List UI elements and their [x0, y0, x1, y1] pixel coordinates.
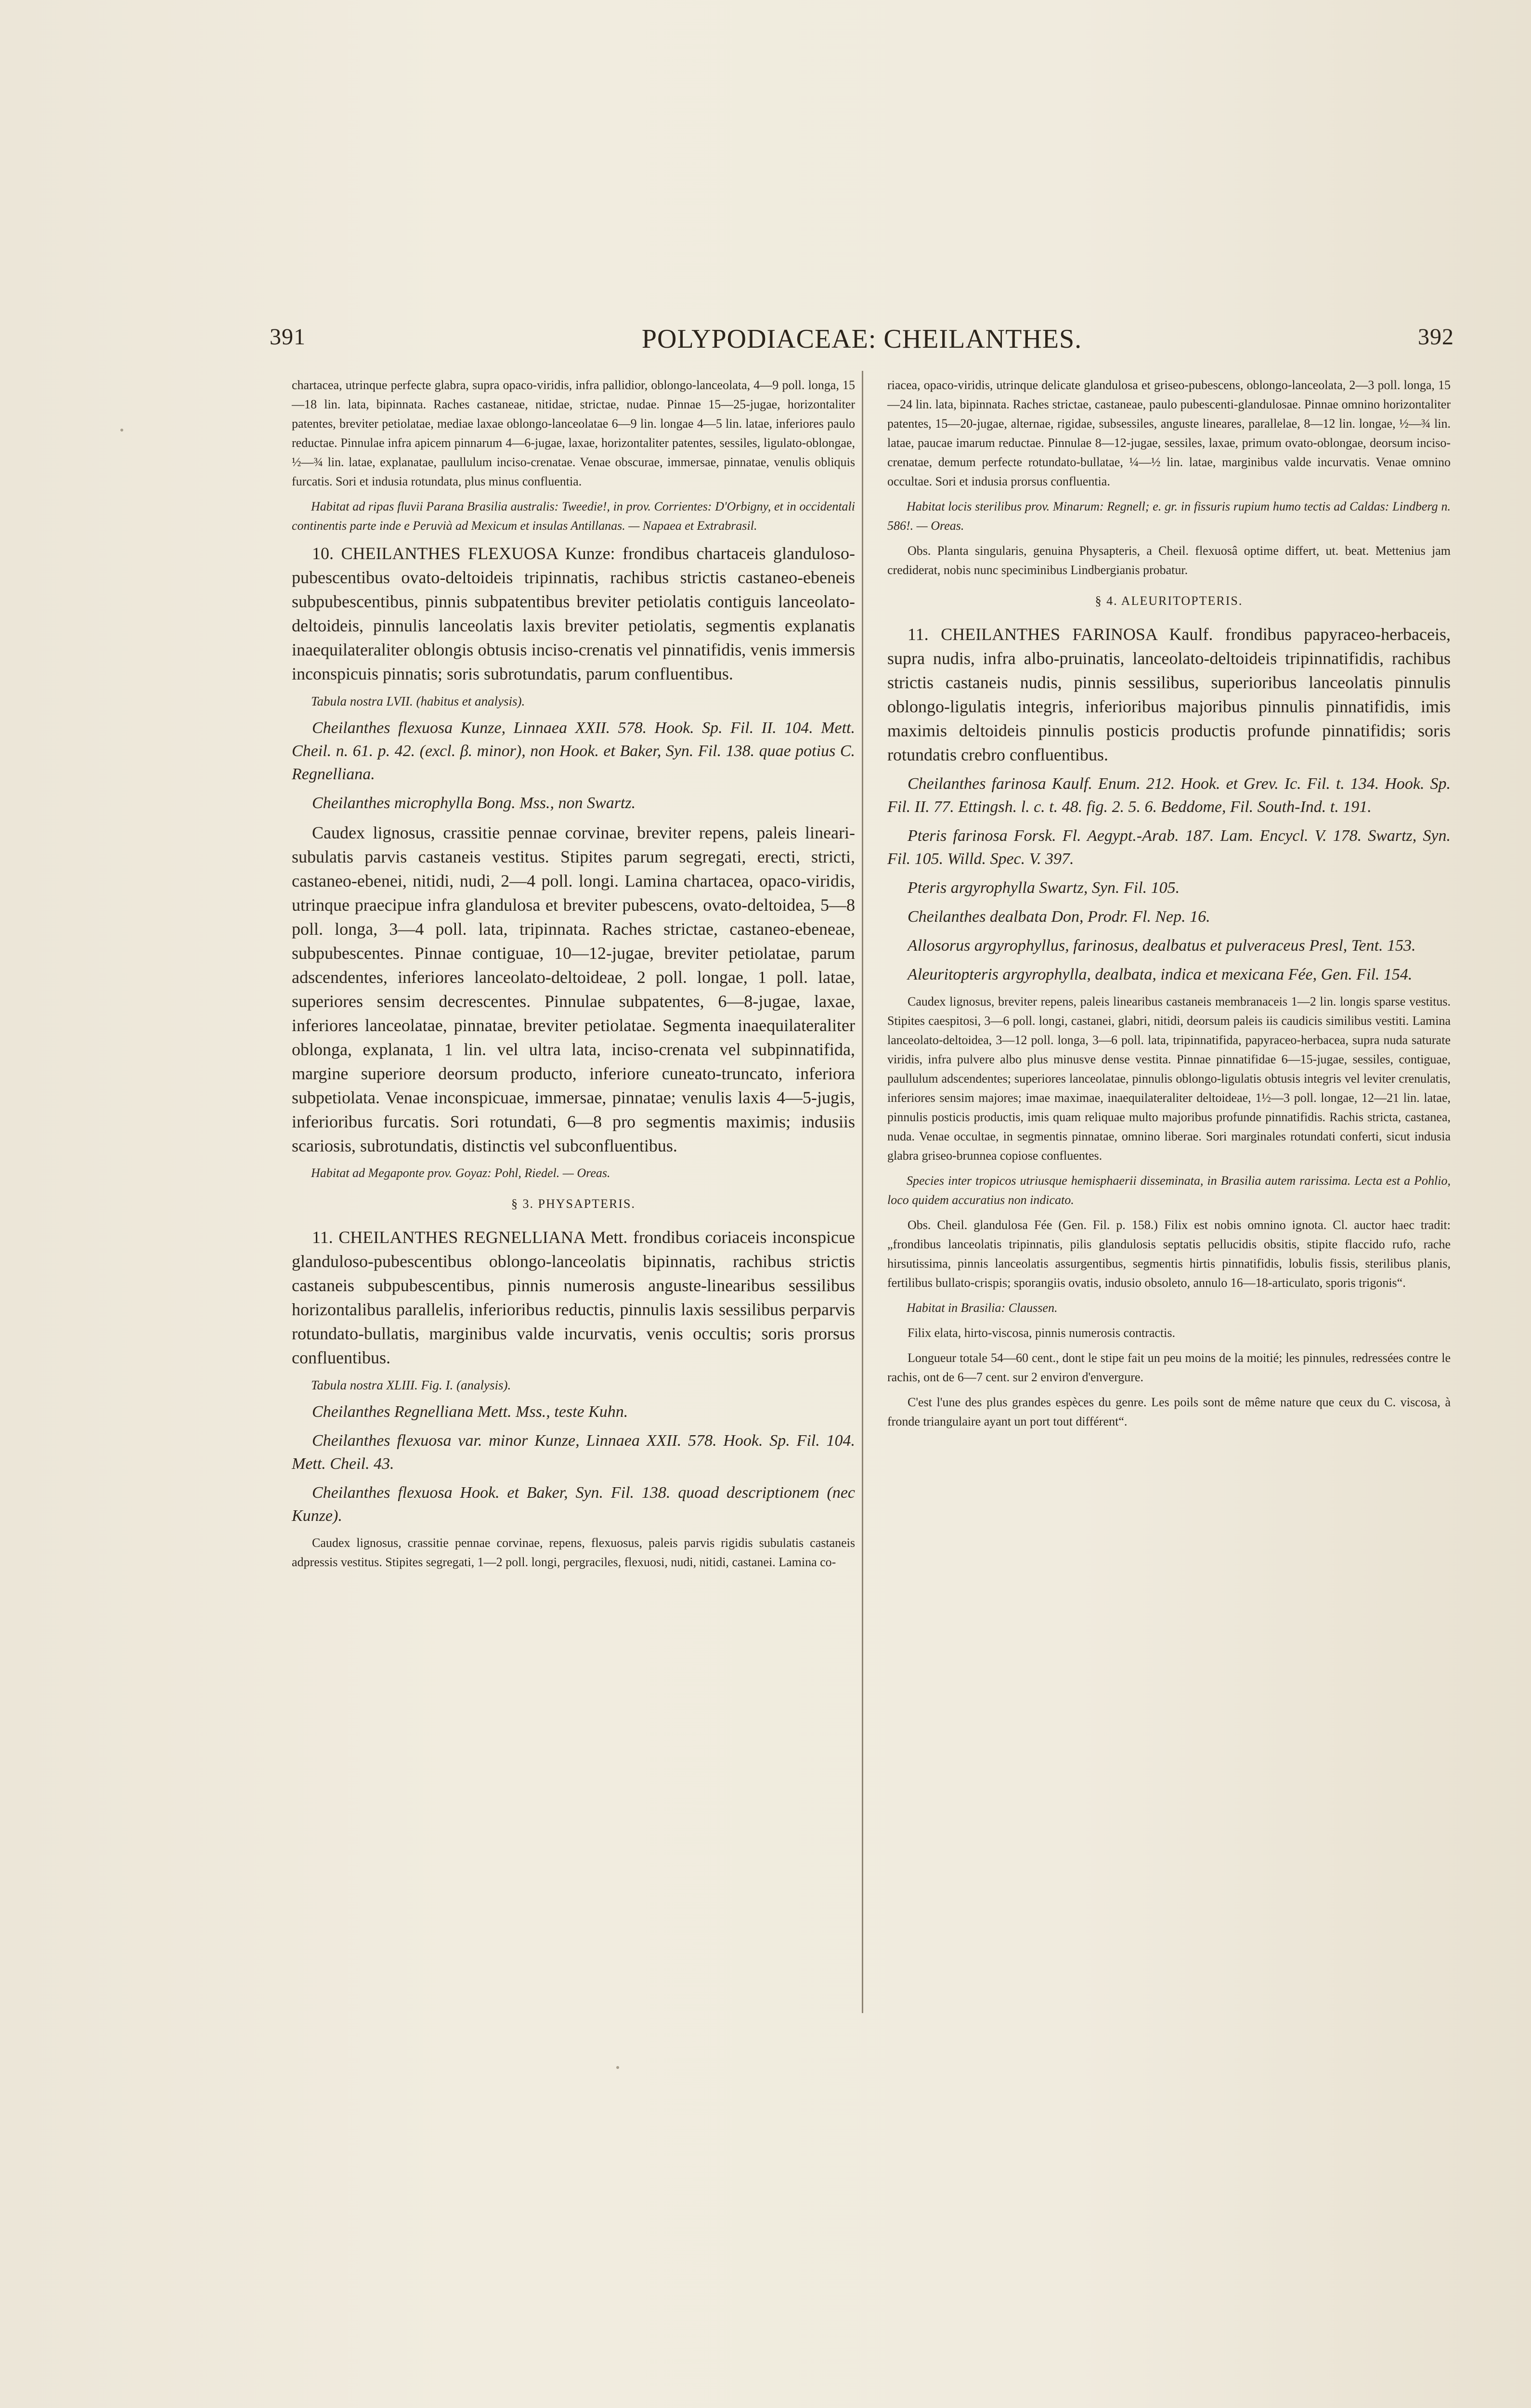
synonymy-entry: Cheilanthes flexuosa Kunze, Linnaea XXII. 578. Hook. Sp. Fil. II. 104. Mett. Cheil. n. 61. p. 42. (excl. β. minor), non Hook. et Baker, Syn. Fil. 138. quae potius C. Regnelliana.	[292, 719, 855, 783]
synonymy-entry: Cheilanthes flexuosa var. minor Kunze, Linnaea XXII. 578. Hook. Sp. Fil. 104. Mett. Cheil. 43.	[292, 1432, 855, 1473]
synonymy-entry: Pteris farinosa Forsk. Fl. Aegypt.-Arab. 187. Lam. Encycl. V. 178. Swartz, Syn. Fil. 105. Willd. Spec. V. 397.	[887, 827, 1451, 868]
section-heading: § 4. ALEURITOPTERIS.	[1095, 594, 1243, 608]
paragraph: Longueur totale 54—60 cent., dont le stipe fait un peu moins de la moitié; les pinnules, redressées contre le rachis, ont de 6—7 cent. sur 2 environ d'envergure.	[887, 1351, 1451, 1384]
habitat-note: Habitat ad ripas fluvii Parana Brasilia australis: Tweedie!, in prov. Corrientes: D'Orbigny, et in occidentali continentis parte inde e Peruvià ad Mexicum et insulas Antillanas. — Napaea et Extrabrasil.	[292, 499, 855, 533]
habitat-note: Habitat in Brasilia: Claussen.	[907, 1301, 1058, 1315]
habitat-note: Species inter tropicos utriusque hemisphaerii disseminata, in Brasilia autem rarissima. Lecta est a Pohlio, loco quidem accuratius non indicato.	[887, 1174, 1451, 1207]
habitat-note: Habitat ad Megaponte prov. Goyaz: Pohl, Riedel. — Oreas.	[311, 1166, 610, 1180]
plate-reference: Tabula nostra XLIII. Fig. I. (analysis).	[311, 1378, 511, 1392]
paragraph: chartacea, utrinque perfecte glabra, supra opaco-viridis, infra pallidior, oblongo-lanceolata, 4—9 poll. longa, 15—18 lin. lata, bipinnata. Raches castaneae, nitidae, strictae, nudae. Pinnae 15—25-jugae, horizontaliter patentes, breviter petiolatae, mediae laxae oblongo-lanceolatae 6—9 lin. longae 4—5 lin. latae, inferiores paulo reductae. Pinnulae infra apicem pinnarum 4—6-jugae, laxae, horizontaliter patentes, sessiles, ligulato-oblongae, ½—¾ lin. latae, explanatae, paullulum inciso-crenatae. Venae obscurae, immersae, pinnatae, venulis obliquis furcatis. Sori et indusia rotundata, plus minus confluentia.	[292, 378, 855, 488]
paragraph: Obs. Cheil. glandulosa Fée (Gen. Fil. p. 158.) Filix est nobis omnino ignota. Cl. auctor haec tradit: „frondibus lanceolatis tripinnatis, pilis glandulosis septatis pellucidis obsitis, stipite flaccido rufo, rache hirsutissima, pinnis lanceolatis assurgentibus, segmentis hirtis pinnatifidis, lobulis fissis, sterilibus planis, fertilibus bullato-crispis; sporangiis ovatis, indusio obsoleto, annulo 16—18-articulato, sporis trigonis“.	[887, 1218, 1451, 1290]
species-description: 11. CHEILANTHES REGNELLIANA Mett. frondibus coriaceis inconspicue glanduloso-pubescentibus oblongo-lanceolatis bipinnatis, rachibus strictis castaneis subpubescentibus, pinnis numerosis anguste-linearibus sessilibus horizontalibus parallelis, inferioribus reductis, pinnulis laxis sessilibus perparvis rotundato-bullatis, marginibus valde incurvatis, venis occultis; soris prorsus confluentibus.	[292, 1228, 855, 1367]
species-description: 10. CHEILANTHES FLEXUOSA Kunze: frondibus chartaceis glanduloso-pubescentibus ovato-deltoideis tripinnatis, rachibus strictis castaneo-ebeneis subpubescentibus, pinnis subpatentibus breviter petiolatis contiguis lanceolato-deltoideis, pinnulis lanceolatis laxis breviter petiolatis, segmentis explanatis inaequilateraliter oblongis obtusis inciso-crenatis vel pinnatifidis, venis immersis inconspicuis pinnatis; soris subrotundatis, parum confluentibus.	[292, 544, 855, 683]
plate-reference: Tabula nostra LVII. (habitus et analysis).	[311, 694, 525, 708]
synonymy-entry: Cheilanthes flexuosa Hook. et Baker, Syn. Fil. 138. quoad descriptionem (nec Kunze).	[292, 1484, 855, 1525]
running-header	[270, 324, 1454, 362]
right-column	[887, 376, 1451, 1437]
page-number-right: 392	[1418, 324, 1454, 350]
page-number-left: 391	[270, 324, 306, 350]
paragraph: Filix elata, hirto-viscosa, pinnis numerosis contractis.	[908, 1326, 1176, 1340]
paragraph: Caudex lignosus, breviter repens, paleis linearibus castaneis membranaceis 1—2 lin. longis sparse vestitus. Stipites caespitosi, 3—6 poll. longi, castanei, glabri, nitidi, deorsum paleis iis caudicis similibus vestiti. Lamina lanceolato-deltoidea, 3—12 poll. longa, 3—6 poll. lata, tripinnatifida, papyraceo-herbacea, supra nuda saturate viridis, infra pulvere albo plus minusve dense vestita. Pinnae pinnatifidae 6—15-jugae, sessiles, contiguae, paullulum adscendentes; superiores lanceolatae, pinnulis oblongo-ligulatis obtusis integris vel leviter crenulatis, inferiores sensim majores; imae maximae, inaequilateraliter deltoideae, 1½—3 poll. longae, 12—21 lin. latae, pinnulis posticis productis, imis quam reliquae multo majoribus profunde pinnatifidis. Rachis stricta, castanea, nuda. Venae occultae, in segmentis pinnatae, omnino liberae. Sori marginales rotundati conferti, sicut indusia glabra griseo-brunnea copiose confluentes.	[887, 995, 1451, 1163]
paper-speck	[616, 2066, 619, 2069]
synonymy-entry: Cheilanthes Regnelliana Mett. Mss., teste Kuhn.	[312, 1403, 628, 1421]
species-description: Caudex lignosus, crassitie pennae corvinae, breviter repens, paleis lineari-subulatis parvis castaneis vestitus. Stipites parum segregati, erecti, stricti, castaneo-ebenei, nitidi, nudi, 2—4 poll. longi. Lamina chartacea, opaco-viridis, utrinque praecipue infra glandulosa et breviter pubescens, ovato-deltoidea, 5—8 poll. longa, 3—4 poll. lata, tripinnata. Raches strictae, castaneo-ebeneae, subpubescentes. Pinnae contiguae, 10—12-jugae, breviter petiolatae, parum adscendentes, inferiores lanceolato-deltoideae, 2 poll. longae, 1 poll. latae, superiores sensim decrescentes. Pinnulae subpatentes, 6—8-jugae, laxae, inferiores lanceolatae, pinnatae, breviter petiolatae. Segmenta inaequilateraliter oblonga, explanata, 1 lin. vel ultra lata, inciso-crenata vel subpinnatifida, margine superiore deorsum producto, inferiore cuneato-truncato, inferiora subpetiolata. Venae inconspicuae, immersae, pinnatae; venulis laxis 4—5-jugis, inferioribus furcatis. Sori rotundati, 6—8 pro segmentis maximis; indusiis scariosis, subrotundatis, distinctis vel subconfluentibus.	[292, 823, 855, 1155]
paragraph: riacea, opaco-viridis, utrinque delicate glandulosa et griseo-pubescens, oblongo-lanceolata, 2—3 poll. longa, 15—24 lin. lata, bipinnata. Raches strictae, castaneae, paulo pubescenti-glandulosae. Pinnae omnino horizontaliter patentes, 15—20-jugae, alternae, rigidae, subsessiles, anguste lineares, parallelae, 8—12 lin. longae, ½—¾ lin. latae, paucae imarum reductae. Pinnulae 8—12-jugae, sessiles, laxae, primum ovato-oblongae, deorsum inciso-crenatae, demum perfecte rotundato-bullatae, ¼—½ lin. latae, marginibus valde incurvatis. Venae omnino occultae. Sori et indusia prorsus confluentia.	[887, 378, 1451, 488]
synonymy-entry: Cheilanthes microphylla Bong. Mss., non Swartz.	[312, 794, 636, 812]
paragraph: C'est l'une des plus grandes espèces du genre. Les poils sont de même nature que ceux du C. viscosa, à fronde triangulaire ayant un port tout différent“.	[887, 1395, 1451, 1428]
left-column	[292, 376, 855, 1578]
paragraph: Caudex lignosus, crassitie pennae corvinae, repens, flexuosus, paleis parvis rigidis subulatis castaneis adpressis vestitus. Stipites segregati, 1—2 poll. longi, pergraciles, flexuosi, nudi, nitidi, castanei. Lamina co-	[292, 1536, 855, 1569]
habitat-note: Habitat locis sterilibus prov. Minarum: Regnell; e. gr. in fissuris rupium humo tectis ad Caldas: Lindberg n. 586!. — Oreas.	[887, 499, 1451, 533]
column-divider	[862, 371, 863, 2013]
section-heading: § 3. PHYSAPTERIS.	[511, 1197, 636, 1211]
running-title: POLYPODIACEAE: CHEILANTHES.	[641, 324, 1082, 354]
synonymy-entry: Cheilanthes farinosa Kaulf. Enum. 212. Hook. et Grev. Ic. Fil. t. 134. Hook. Sp. Fil. II. 77. Ettingsh. l. c. t. 48. fig. 2. 5. 6. Beddome, Fil. South-Ind. t. 191.	[887, 775, 1451, 816]
paper-speck	[120, 429, 123, 432]
synonymy-entry: Pteris argyrophylla Swartz, Syn. Fil. 105.	[908, 879, 1180, 897]
synonymy-entry: Allosorus argyrophyllus, farinosus, dealbatus et pulveraceus Presl, Tent. 153.	[908, 937, 1416, 955]
species-description: 11. CHEILANTHES FARINOSA Kaulf. frondibus papyraceo-herbaceis, supra nudis, infra albo-pruinatis, lanceolato-deltoideis tripinnatifidis, rachibus strictis castaneis nudis, pinnis sessilibus, superioribus lanceolatis pinnulis oblongo-ligulatis integris, inferioribus majoribus pinnulis pinnatifidis, imis maximis deltoideis pinnulis posticis productis profunde pinnatifidis; soris rotundatis crebro confluentibus.	[887, 625, 1451, 764]
synonymy-entry: Aleuritopteris argyrophylla, dealbata, indica et mexicana Fée, Gen. Fil. 154.	[908, 966, 1413, 983]
paragraph: Obs. Planta singularis, genuina Physapteris, a Cheil. flexuosâ optime differt, ut. beat. Mettenius jam crediderat, nobis nunc speciminibus Lindbergianis probatur.	[887, 544, 1451, 577]
synonymy-entry: Cheilanthes dealbata Don, Prodr. Fl. Nep. 16.	[908, 908, 1210, 926]
